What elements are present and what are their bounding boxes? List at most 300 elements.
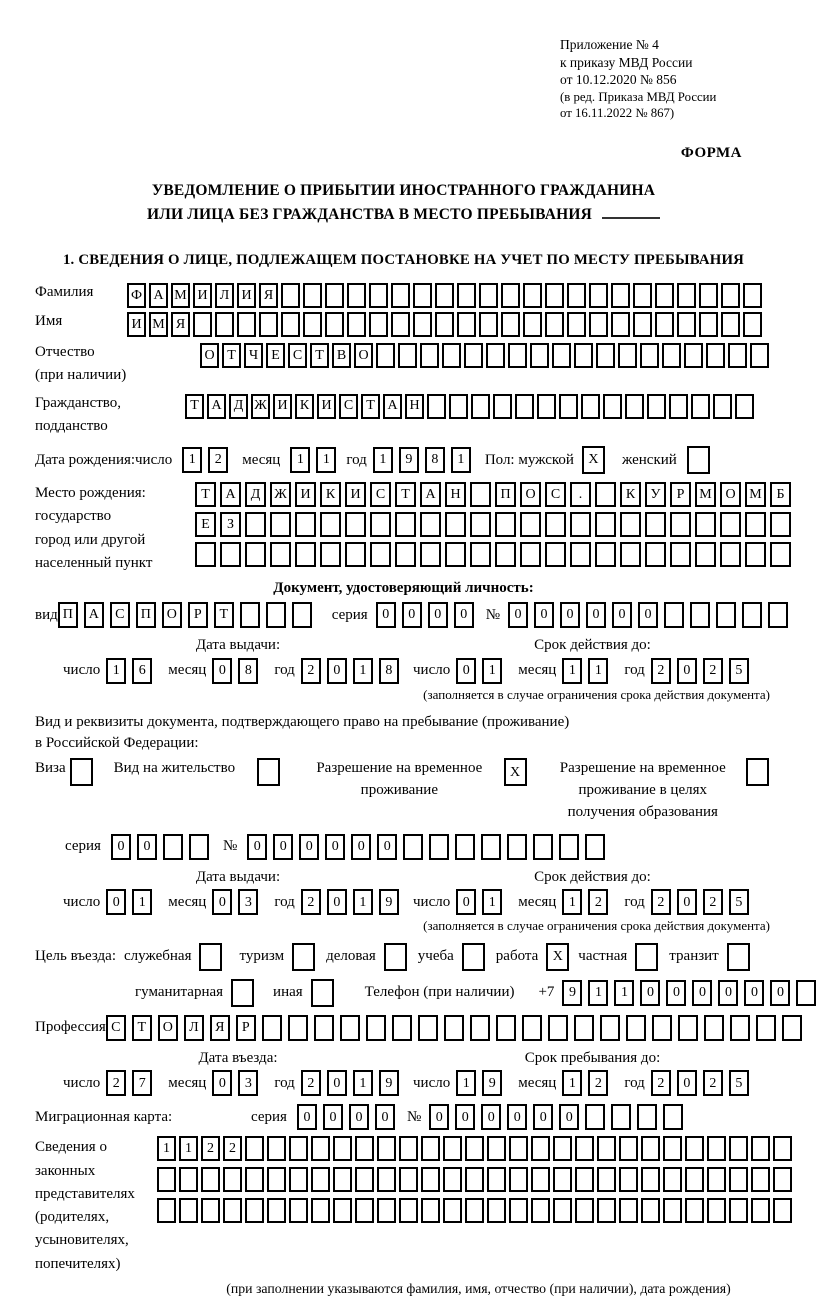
cell[interactable] bbox=[531, 1167, 550, 1192]
cell[interactable] bbox=[603, 394, 622, 419]
cell[interactable] bbox=[611, 283, 630, 308]
cell[interactable]: 3 bbox=[238, 1070, 258, 1096]
cell[interactable] bbox=[267, 1136, 286, 1161]
cell[interactable]: 0 bbox=[297, 1104, 317, 1130]
cell[interactable] bbox=[295, 542, 316, 567]
stay-year-input[interactable] bbox=[651, 1070, 755, 1096]
cell[interactable]: Р bbox=[236, 1015, 256, 1041]
cell[interactable]: 5 bbox=[729, 889, 749, 915]
cell[interactable] bbox=[479, 312, 498, 337]
cell[interactable] bbox=[507, 834, 527, 860]
cell[interactable] bbox=[270, 512, 291, 537]
cell[interactable]: Я bbox=[210, 1015, 230, 1041]
cell[interactable] bbox=[403, 834, 423, 860]
cell[interactable]: Т bbox=[132, 1015, 152, 1041]
cell[interactable]: 1 bbox=[316, 447, 336, 473]
cell[interactable]: С bbox=[370, 482, 391, 507]
cell[interactable] bbox=[245, 512, 266, 537]
cell[interactable]: 0 bbox=[638, 602, 658, 628]
cell[interactable]: 0 bbox=[327, 658, 347, 684]
cell[interactable] bbox=[267, 1167, 286, 1192]
cell[interactable]: Т bbox=[395, 482, 416, 507]
cell[interactable] bbox=[288, 1015, 308, 1041]
cell[interactable]: 0 bbox=[692, 980, 712, 1006]
cell[interactable] bbox=[420, 512, 441, 537]
cell[interactable] bbox=[670, 512, 691, 537]
cell[interactable]: Д bbox=[229, 394, 248, 419]
cell[interactable]: Б bbox=[770, 482, 791, 507]
cell[interactable]: В bbox=[332, 343, 351, 368]
cell[interactable] bbox=[470, 512, 491, 537]
cell[interactable] bbox=[597, 1198, 616, 1223]
cell[interactable] bbox=[493, 394, 512, 419]
cell[interactable] bbox=[773, 1136, 792, 1161]
doc-valid-year-input[interactable] bbox=[651, 658, 755, 684]
cell[interactable] bbox=[662, 343, 681, 368]
cell[interactable] bbox=[429, 834, 449, 860]
birth-year-input[interactable] bbox=[373, 447, 477, 473]
cell[interactable]: 0 bbox=[677, 658, 697, 684]
cell[interactable]: 0 bbox=[377, 834, 397, 860]
cell[interactable]: 1 bbox=[353, 658, 373, 684]
cell[interactable] bbox=[413, 283, 432, 308]
cell[interactable] bbox=[355, 1198, 374, 1223]
cell[interactable] bbox=[721, 283, 740, 308]
cell[interactable]: 0 bbox=[586, 602, 606, 628]
resdoc-series-input[interactable] bbox=[111, 834, 215, 860]
cell[interactable]: 1 bbox=[588, 980, 608, 1006]
cell[interactable]: И bbox=[237, 283, 256, 308]
cell[interactable] bbox=[509, 1136, 528, 1161]
cell[interactable]: 2 bbox=[208, 447, 228, 473]
cell[interactable]: 0 bbox=[299, 834, 319, 860]
doc-issue-month-input[interactable] bbox=[212, 658, 264, 684]
cell[interactable]: X bbox=[504, 758, 527, 786]
surname-input[interactable] bbox=[127, 283, 765, 308]
cell[interactable]: 0 bbox=[327, 889, 347, 915]
cell[interactable]: . bbox=[570, 482, 591, 507]
cell[interactable] bbox=[706, 343, 725, 368]
cell[interactable] bbox=[501, 283, 520, 308]
cell[interactable] bbox=[730, 1015, 750, 1041]
cell[interactable] bbox=[645, 542, 666, 567]
cell[interactable]: И bbox=[127, 312, 146, 337]
cell[interactable] bbox=[618, 343, 637, 368]
cell[interactable] bbox=[575, 1198, 594, 1223]
gender-female-checkbox[interactable] bbox=[687, 446, 713, 474]
cell[interactable]: Я bbox=[171, 312, 190, 337]
cell[interactable] bbox=[729, 1198, 748, 1223]
cell[interactable] bbox=[479, 283, 498, 308]
resdoc-number-input[interactable] bbox=[247, 834, 611, 860]
cell[interactable]: 0 bbox=[559, 1104, 579, 1130]
cell[interactable]: Т bbox=[185, 394, 204, 419]
cell[interactable] bbox=[163, 834, 183, 860]
cell[interactable] bbox=[289, 1167, 308, 1192]
cell[interactable] bbox=[641, 1136, 660, 1161]
cell[interactable]: 0 bbox=[454, 602, 474, 628]
cell[interactable] bbox=[455, 834, 475, 860]
cell[interactable] bbox=[443, 1198, 462, 1223]
cell[interactable] bbox=[570, 542, 591, 567]
cell[interactable] bbox=[262, 1015, 282, 1041]
cell[interactable] bbox=[533, 834, 553, 860]
cell[interactable]: 0 bbox=[325, 834, 345, 860]
cell[interactable] bbox=[179, 1167, 198, 1192]
patronymic-input[interactable] bbox=[200, 343, 772, 368]
cell[interactable]: 2 bbox=[301, 1070, 321, 1096]
cell[interactable] bbox=[699, 283, 718, 308]
cell[interactable] bbox=[751, 1198, 770, 1223]
cell[interactable] bbox=[663, 1167, 682, 1192]
cell[interactable] bbox=[215, 312, 234, 337]
cell[interactable]: 1 bbox=[614, 980, 634, 1006]
cell[interactable] bbox=[266, 602, 286, 628]
cell[interactable]: 5 bbox=[729, 1070, 749, 1096]
cell[interactable]: Р bbox=[670, 482, 691, 507]
cell[interactable]: 9 bbox=[399, 447, 419, 473]
resdoc-valid-day-input[interactable] bbox=[456, 889, 508, 915]
cell[interactable] bbox=[443, 1136, 462, 1161]
cell[interactable] bbox=[743, 283, 762, 308]
cell[interactable]: 0 bbox=[111, 834, 131, 860]
residence-permit-checkbox[interactable] bbox=[257, 758, 283, 786]
cell[interactable]: 0 bbox=[533, 1104, 553, 1130]
cell[interactable] bbox=[716, 602, 736, 628]
cell[interactable]: 0 bbox=[455, 1104, 475, 1130]
cell[interactable] bbox=[311, 1198, 330, 1223]
entry-year-input[interactable] bbox=[301, 1070, 405, 1096]
cell[interactable] bbox=[735, 394, 754, 419]
cell[interactable] bbox=[179, 1198, 198, 1223]
cell[interactable] bbox=[770, 542, 791, 567]
doc-valid-day-input[interactable] bbox=[456, 658, 508, 684]
cell[interactable]: 0 bbox=[456, 889, 476, 915]
cell[interactable]: С bbox=[339, 394, 358, 419]
cell[interactable]: 1 bbox=[562, 1070, 582, 1096]
cell[interactable]: О bbox=[200, 343, 219, 368]
cell[interactable] bbox=[457, 283, 476, 308]
cell[interactable]: 2 bbox=[301, 889, 321, 915]
cell[interactable]: 2 bbox=[703, 1070, 723, 1096]
cell[interactable] bbox=[640, 343, 659, 368]
cell[interactable]: О bbox=[720, 482, 741, 507]
cell[interactable]: А bbox=[84, 602, 104, 628]
cell[interactable]: 2 bbox=[703, 658, 723, 684]
cell[interactable] bbox=[585, 834, 605, 860]
cell[interactable]: С bbox=[545, 482, 566, 507]
cell[interactable] bbox=[515, 394, 534, 419]
representatives-input-row2[interactable] bbox=[157, 1167, 795, 1192]
cell[interactable] bbox=[281, 312, 300, 337]
cell[interactable] bbox=[487, 1167, 506, 1192]
doc-kind-input[interactable] bbox=[58, 602, 318, 628]
cell[interactable] bbox=[442, 343, 461, 368]
cell[interactable]: 8 bbox=[238, 658, 258, 684]
cell[interactable]: 0 bbox=[402, 602, 422, 628]
cell[interactable]: Д bbox=[245, 482, 266, 507]
cell[interactable] bbox=[663, 1104, 683, 1130]
cell[interactable]: 0 bbox=[718, 980, 738, 1006]
cell[interactable] bbox=[768, 602, 788, 628]
cell[interactable] bbox=[647, 394, 666, 419]
cell[interactable] bbox=[645, 512, 666, 537]
cell[interactable] bbox=[677, 283, 696, 308]
cell[interactable] bbox=[596, 343, 615, 368]
cell[interactable]: 5 bbox=[729, 658, 749, 684]
cell[interactable]: 0 bbox=[212, 889, 232, 915]
cell[interactable]: И bbox=[345, 482, 366, 507]
cell[interactable]: 2 bbox=[588, 1070, 608, 1096]
cell[interactable] bbox=[751, 1136, 770, 1161]
cell[interactable]: 0 bbox=[560, 602, 580, 628]
cell[interactable] bbox=[333, 1167, 352, 1192]
cell[interactable]: М bbox=[745, 482, 766, 507]
cell[interactable]: 0 bbox=[429, 1104, 449, 1130]
doc-valid-month-input[interactable] bbox=[562, 658, 614, 684]
cell[interactable]: П bbox=[58, 602, 78, 628]
cell[interactable] bbox=[796, 980, 816, 1006]
cell[interactable] bbox=[311, 1167, 330, 1192]
cell[interactable] bbox=[427, 394, 446, 419]
purpose-sluzhebnaya-checkbox[interactable] bbox=[199, 943, 225, 971]
cell[interactable] bbox=[589, 283, 608, 308]
cell[interactable] bbox=[345, 512, 366, 537]
temp-permit-checkbox[interactable] bbox=[504, 758, 530, 786]
cell[interactable] bbox=[663, 1136, 682, 1161]
purpose-gumanitarnaya-checkbox[interactable] bbox=[231, 979, 257, 1007]
cell[interactable] bbox=[443, 1167, 462, 1192]
cell[interactable]: О bbox=[162, 602, 182, 628]
cell[interactable] bbox=[520, 512, 541, 537]
cell[interactable] bbox=[633, 312, 652, 337]
resdoc-issue-day-input[interactable] bbox=[106, 889, 158, 915]
doc-issue-day-input[interactable] bbox=[106, 658, 158, 684]
purpose-turizm-checkbox[interactable] bbox=[292, 943, 318, 971]
cell[interactable] bbox=[303, 312, 322, 337]
cell[interactable]: 1 bbox=[373, 447, 393, 473]
doc-series-input[interactable] bbox=[376, 602, 480, 628]
cell[interactable]: А bbox=[149, 283, 168, 308]
cell[interactable] bbox=[281, 283, 300, 308]
cell[interactable] bbox=[611, 1104, 631, 1130]
cell[interactable] bbox=[399, 1198, 418, 1223]
cell[interactable]: 2 bbox=[223, 1136, 242, 1161]
cell[interactable] bbox=[377, 1136, 396, 1161]
purpose-rabota-checkbox[interactable] bbox=[546, 943, 572, 971]
cell[interactable] bbox=[320, 542, 341, 567]
cell[interactable]: 1 bbox=[482, 658, 502, 684]
profession-input[interactable] bbox=[106, 1015, 808, 1041]
cell[interactable] bbox=[742, 602, 762, 628]
cell[interactable]: 7 bbox=[132, 1070, 152, 1096]
stay-day-input[interactable] bbox=[456, 1070, 508, 1096]
cell[interactable]: С bbox=[288, 343, 307, 368]
cell[interactable] bbox=[553, 1136, 572, 1161]
doc-issue-year-input[interactable] bbox=[301, 658, 405, 684]
cell[interactable]: Ж bbox=[251, 394, 270, 419]
cell[interactable] bbox=[377, 1198, 396, 1223]
cell[interactable] bbox=[699, 312, 718, 337]
cell[interactable]: А bbox=[220, 482, 241, 507]
visa-checkbox[interactable] bbox=[70, 758, 96, 786]
cell[interactable] bbox=[704, 1015, 724, 1041]
cell[interactable]: С bbox=[110, 602, 130, 628]
cell[interactable]: 1 bbox=[290, 447, 310, 473]
cell[interactable] bbox=[743, 312, 762, 337]
cell[interactable] bbox=[663, 1198, 682, 1223]
resdoc-valid-month-input[interactable] bbox=[562, 889, 614, 915]
cell[interactable] bbox=[545, 512, 566, 537]
cell[interactable]: 0 bbox=[534, 602, 554, 628]
cell[interactable] bbox=[633, 283, 652, 308]
cell[interactable]: Я bbox=[259, 283, 278, 308]
cell[interactable] bbox=[620, 542, 641, 567]
cell[interactable] bbox=[721, 312, 740, 337]
cell[interactable]: Т bbox=[361, 394, 380, 419]
cell[interactable]: 0 bbox=[247, 834, 267, 860]
cell[interactable]: 1 bbox=[588, 658, 608, 684]
cell[interactable] bbox=[292, 943, 315, 971]
cell[interactable] bbox=[520, 542, 541, 567]
cell[interactable]: 0 bbox=[744, 980, 764, 1006]
cell[interactable]: 6 bbox=[132, 658, 152, 684]
cell[interactable] bbox=[600, 1015, 620, 1041]
cell[interactable]: 2 bbox=[651, 1070, 671, 1096]
stay-month-input[interactable] bbox=[562, 1070, 614, 1096]
cell[interactable]: Т bbox=[222, 343, 241, 368]
cell[interactable] bbox=[567, 283, 586, 308]
cell[interactable] bbox=[157, 1198, 176, 1223]
cell[interactable] bbox=[245, 1198, 264, 1223]
cell[interactable] bbox=[585, 1104, 605, 1130]
birth-month-input[interactable] bbox=[290, 447, 342, 473]
cell[interactable] bbox=[333, 1198, 352, 1223]
cell[interactable]: Н bbox=[405, 394, 424, 419]
cell[interactable] bbox=[449, 394, 468, 419]
cell[interactable]: 1 bbox=[157, 1136, 176, 1161]
cell[interactable] bbox=[399, 1167, 418, 1192]
cell[interactable]: З bbox=[220, 512, 241, 537]
cell[interactable] bbox=[462, 943, 485, 971]
cell[interactable] bbox=[325, 283, 344, 308]
cell[interactable] bbox=[729, 1136, 748, 1161]
cell[interactable] bbox=[470, 542, 491, 567]
cell[interactable] bbox=[471, 394, 490, 419]
cell[interactable]: Е bbox=[266, 343, 285, 368]
cell[interactable]: 2 bbox=[301, 658, 321, 684]
cell[interactable] bbox=[237, 312, 256, 337]
cell[interactable] bbox=[695, 512, 716, 537]
cell[interactable]: Н bbox=[445, 482, 466, 507]
cell[interactable] bbox=[445, 542, 466, 567]
cell[interactable] bbox=[567, 312, 586, 337]
cell[interactable] bbox=[553, 1167, 572, 1192]
resdoc-issue-year-input[interactable] bbox=[301, 889, 405, 915]
cell[interactable] bbox=[770, 512, 791, 537]
cell[interactable] bbox=[470, 482, 491, 507]
cell[interactable] bbox=[435, 312, 454, 337]
cell[interactable]: 2 bbox=[588, 889, 608, 915]
cell[interactable]: 0 bbox=[376, 602, 396, 628]
cell[interactable]: 1 bbox=[182, 447, 202, 473]
cell[interactable]: 1 bbox=[179, 1136, 198, 1161]
cell[interactable] bbox=[486, 343, 505, 368]
cell[interactable] bbox=[720, 512, 741, 537]
cell[interactable] bbox=[611, 312, 630, 337]
cell[interactable] bbox=[355, 1167, 374, 1192]
cell[interactable]: 8 bbox=[379, 658, 399, 684]
mig-number-input[interactable] bbox=[429, 1104, 689, 1130]
cell[interactable] bbox=[678, 1015, 698, 1041]
cell[interactable]: И bbox=[295, 482, 316, 507]
cell[interactable] bbox=[684, 343, 703, 368]
cell[interactable]: 1 bbox=[353, 1070, 373, 1096]
cell[interactable] bbox=[537, 394, 556, 419]
cell[interactable]: С bbox=[106, 1015, 126, 1041]
cell[interactable] bbox=[395, 512, 416, 537]
cell[interactable] bbox=[420, 542, 441, 567]
cell[interactable] bbox=[369, 312, 388, 337]
purpose-delovaya-checkbox[interactable] bbox=[384, 943, 410, 971]
cell[interactable]: Е bbox=[195, 512, 216, 537]
cell[interactable]: Л bbox=[184, 1015, 204, 1041]
cell[interactable]: А bbox=[420, 482, 441, 507]
cell[interactable] bbox=[691, 394, 710, 419]
cell[interactable]: Ж bbox=[270, 482, 291, 507]
cell[interactable]: И bbox=[317, 394, 336, 419]
cell[interactable] bbox=[690, 602, 710, 628]
cell[interactable] bbox=[687, 446, 710, 474]
cell[interactable] bbox=[421, 1167, 440, 1192]
cell[interactable] bbox=[597, 1167, 616, 1192]
cell[interactable] bbox=[637, 1104, 657, 1130]
cell[interactable] bbox=[575, 1167, 594, 1192]
cell[interactable] bbox=[523, 312, 542, 337]
cell[interactable] bbox=[545, 312, 564, 337]
cell[interactable] bbox=[729, 1167, 748, 1192]
cell[interactable] bbox=[595, 482, 616, 507]
cell[interactable]: 1 bbox=[562, 889, 582, 915]
cell[interactable] bbox=[773, 1198, 792, 1223]
cell[interactable] bbox=[595, 542, 616, 567]
cell[interactable] bbox=[669, 394, 688, 419]
cell[interactable] bbox=[501, 312, 520, 337]
cell[interactable] bbox=[695, 542, 716, 567]
cell[interactable] bbox=[751, 1167, 770, 1192]
cell[interactable]: О bbox=[158, 1015, 178, 1041]
cell[interactable] bbox=[340, 1015, 360, 1041]
cell[interactable] bbox=[574, 343, 593, 368]
cell[interactable] bbox=[619, 1198, 638, 1223]
cell[interactable]: 0 bbox=[666, 980, 686, 1006]
cell[interactable] bbox=[292, 602, 312, 628]
cell[interactable]: 0 bbox=[349, 1104, 369, 1130]
cell[interactable] bbox=[756, 1015, 776, 1041]
cell[interactable] bbox=[245, 1136, 264, 1161]
cell[interactable]: 0 bbox=[481, 1104, 501, 1130]
cell[interactable]: М bbox=[149, 312, 168, 337]
entry-month-input[interactable] bbox=[212, 1070, 264, 1096]
cell[interactable] bbox=[495, 542, 516, 567]
cell[interactable] bbox=[201, 1198, 220, 1223]
cell[interactable] bbox=[548, 1015, 568, 1041]
cell[interactable]: П bbox=[495, 482, 516, 507]
cell[interactable] bbox=[347, 283, 366, 308]
cell[interactable] bbox=[655, 312, 674, 337]
birthplace-input-row1[interactable] bbox=[195, 482, 795, 507]
cell[interactable] bbox=[421, 1198, 440, 1223]
